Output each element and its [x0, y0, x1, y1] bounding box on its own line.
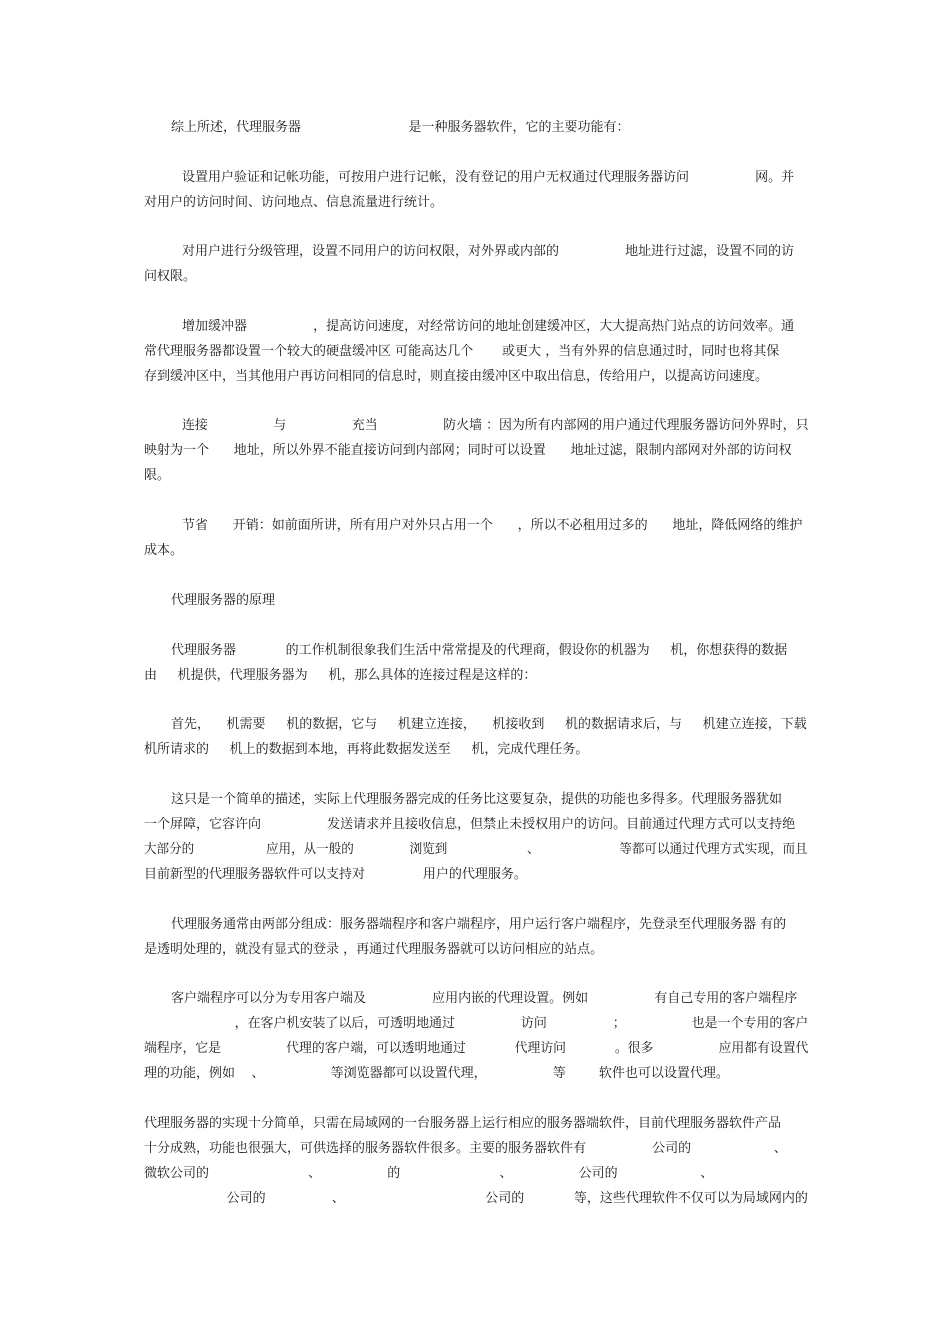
text-line: 目前新型的代理服务器软件可以支持对 用户的代理服务。	[144, 867, 527, 882]
text-line: 理的功能，例如 、 等浏览器都可以设置代理， 等 软件也可以设置代理。	[144, 1066, 729, 1081]
text-line: 综上所述，代理服务器 是一种服务器软件，它的主要功能有：	[171, 120, 630, 135]
text-line: 代理服务器的实现十分简单，只需在局域网的一台服务器上运行相应的服务器端软件，目前代理服务器软件产品	[144, 1116, 782, 1131]
text-line: 对用户进行分级管理，设置不同用户的访问权限，对外界或内部的 地址进行过滤，设置不同的访	[182, 244, 795, 259]
text-line: 客户端程序可以分为专用客户端及 应用内嵌的代理设置。例如 有自己专用的客户端程序	[171, 991, 798, 1006]
section-heading: 代理服务器的原理	[171, 593, 276, 608]
text-line: 常代理服务器都设置一个较大的硬盘缓冲区 可能高达几个 或更大 ，当有外界的信息通过时，同时也将其保	[144, 344, 780, 359]
text-line: 大部分的 应用，从一般的 浏览到 、 等都可以通过代理方式实现，而且	[144, 842, 808, 857]
text-line: 公司的 、 公司的 等，这些代理软件不仅可以为局域网内的	[144, 1191, 808, 1206]
text-line: 首先， 机需要 机的数据，它与 机建立连接， 机接收到 机的数据请求后，与 机建立连接，下载	[171, 717, 807, 732]
text-line: 是透明处理的，就没有显式的登录 ，再通过代理服务器就可以访问相应的站点。	[144, 942, 604, 957]
text-line: 限。	[144, 468, 171, 483]
text-line: 由 机提供，代理服务器为 机，那么具体的连接过程是这样的：	[144, 668, 537, 683]
text-line: 设置用户验证和记帐功能，可按用户进行记帐，没有登记的用户无权通过代理服务器访问 网。并	[182, 170, 795, 185]
text-line: 这只是一个简单的描述，实际上代理服务器完成的任务比这要复杂，提供的功能也多得多。代理服务器犹如	[171, 792, 783, 807]
text-line: 增加缓冲器 ，提高访问速度，对经常访问的地址创建缓冲区，大大提高热门站点的访问效率。通	[182, 319, 795, 334]
text-line: 成本。	[144, 543, 184, 558]
text-line: ，在客户机安装了以后，可透明地通过 访问 ； 也是一个专用的客户	[144, 1016, 809, 1031]
text-line: 微软公司的 、 的 、 公司的 、	[144, 1166, 714, 1181]
text-line: 映射为一个 地址，所以外界不能直接访问到内部网；同时可以设置 地址过滤，限制内部网对外部的访问权	[144, 443, 792, 458]
text-line: 代理服务通常由两部分组成：服务器端程序和客户端程序，用户运行客户端程序，先登录至代理服务器 有的	[171, 917, 787, 932]
text-line: 十分成熟，功能也很强大，可供选择的服务器软件很多。主要的服务器软件有 公司的 、	[144, 1141, 787, 1156]
text-line: 连接 与 充当 防火墙 ：因为所有内部网的用户通过代理服务器访问外界时，只	[182, 418, 809, 433]
text-line: 机所请求的 机上的数据到本地，再将此数据发送至 机，完成代理任务。	[144, 742, 589, 757]
text-line: 节省 开销：如前面所讲，所有用户对外只占用一个 ，所以不必租用过多的 地址，降低网络的维护	[182, 518, 803, 533]
text-line: 存到缓冲区中，当其他用户再访问相同的信息时，则直接由缓冲区中取出信息，传给用户，以提高访问速度。	[144, 369, 769, 384]
text-line: 端程序，它是 代理的客户端，可以透明地通过 代理访问 。很多 应用都有设置代	[144, 1041, 809, 1056]
text-line: 问权限。	[144, 269, 197, 284]
text-line: 对用户的访问时间、访问地点、信息流量进行统计。	[144, 195, 444, 210]
text-line: 代理服务器 的工作机制很象我们生活中常常提及的代理商，假设你的机器为 机，你想获得的数据	[171, 643, 788, 658]
text-line: 一个屏障，它容许向 发送请求并且接收信息，但禁止未授权用户的访问。目前通过代理方式可以支持绝	[144, 817, 796, 832]
